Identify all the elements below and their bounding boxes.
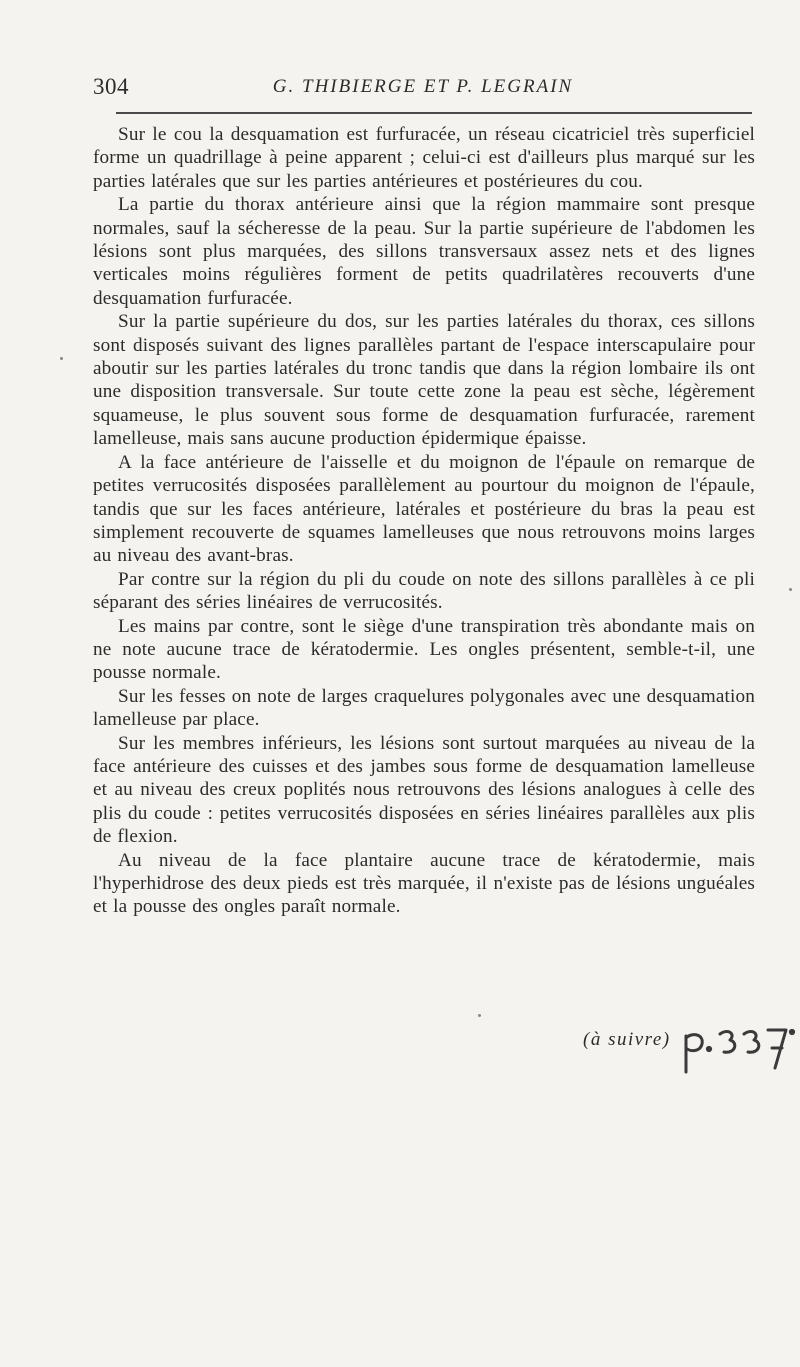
page-header — [93, 74, 753, 104]
stray-mark — [60, 357, 63, 360]
running-title: G. THIBIERGE ET P. LEGRAIN — [272, 76, 574, 97]
stray-mark — [478, 1014, 481, 1017]
body-text — [93, 123, 755, 919]
stray-mark — [789, 588, 792, 591]
handwritten-page-reference — [678, 1022, 798, 1078]
paragraph-elbow: Par contre sur la région du pli du coude on note des sillons parallèles à ce pli séparant des séries linéaires de verrucosités. — [93, 568, 755, 614]
paragraph-armpit: A la face antérieure de l'aisselle et du moignon de l'épaule on remarque de petites verrucosités disposées parallèlement au pourtour du moignon de l'épaule, tandis que sur les faces antérieure, latérales et postérieure du bras la peau est simplement recouverte de squames lamelleuses que nous retrouvons moins larges au niveau des avant-bras. — [93, 451, 755, 567]
paragraph-hands: Les mains par contre, sont le siège d'une transpiration très abondante mais on ne note aucune trace de kératodermie. Les ongles présentent, semble-t-il, une pousse normale. — [93, 615, 755, 684]
continuation-note: (à suivre) — [583, 1029, 671, 1050]
paragraph-neck: Sur le cou la desquamation est furfuracée, un réseau cicatriciel très superficiel forme un quadrillage à peine apparent ; celui-ci est d'ailleurs plus marqué sur les parties latérales que sur les parties antérieures et postérieures du cou. — [93, 124, 755, 192]
paragraph-lower-limbs: Sur les membres inférieurs, les lésions sont surtout marquées au niveau de la face antérieure des cuisses et des jambes sous forme de desquamation lamelleuse et au niveau des creux poplités nous retrouvons des lésions analogues à celle des plis du coude : petites verrucosités disposées en séries linéaires parallèles aux plis de flexion. — [93, 732, 755, 848]
paragraph-back: Sur la partie supérieure du dos, sur les parties latérales du thorax, ces sillons sont disposés suivant des lignes parallèles partant de l'espace interscapulaire pour aboutir sur les parties latérales du tronc tandis que dans la région lombaire ils ont une disposition transversale. Sur toute cette zone la peau est sèche, légèrement squameuse, le plus souvent sous forme de desquamation furfuracée, rarement lamelleuse, mais sans aucune production épidermique épaisse. — [93, 311, 755, 450]
header-rule — [116, 112, 752, 114]
paragraph-buttocks: Sur les fesses on note de larges craquelures polygonales avec une desquamation lamelleuse par place. — [93, 685, 755, 731]
paragraph-thorax: La partie du thorax antérieure ainsi que la région mammaire sont presque normales, sauf la sécheresse de la peau. Sur la partie supérieure de l'abdomen les lésions sont plus marquées, des sillons transversaux assez nets et des lignes verticales moins régulières forment de petits quadrilatères recouverts d'une desquamation furfuracée. — [93, 194, 755, 309]
paragraph-feet: Au niveau de la face plantaire aucune trace de kératodermie, mais l'hyperhidrose des deux pieds est très marquée, il n'existe pas de lésions unguéales et la pousse des ongles paraît normale. — [93, 849, 755, 918]
page-number: 304 — [93, 74, 129, 99]
